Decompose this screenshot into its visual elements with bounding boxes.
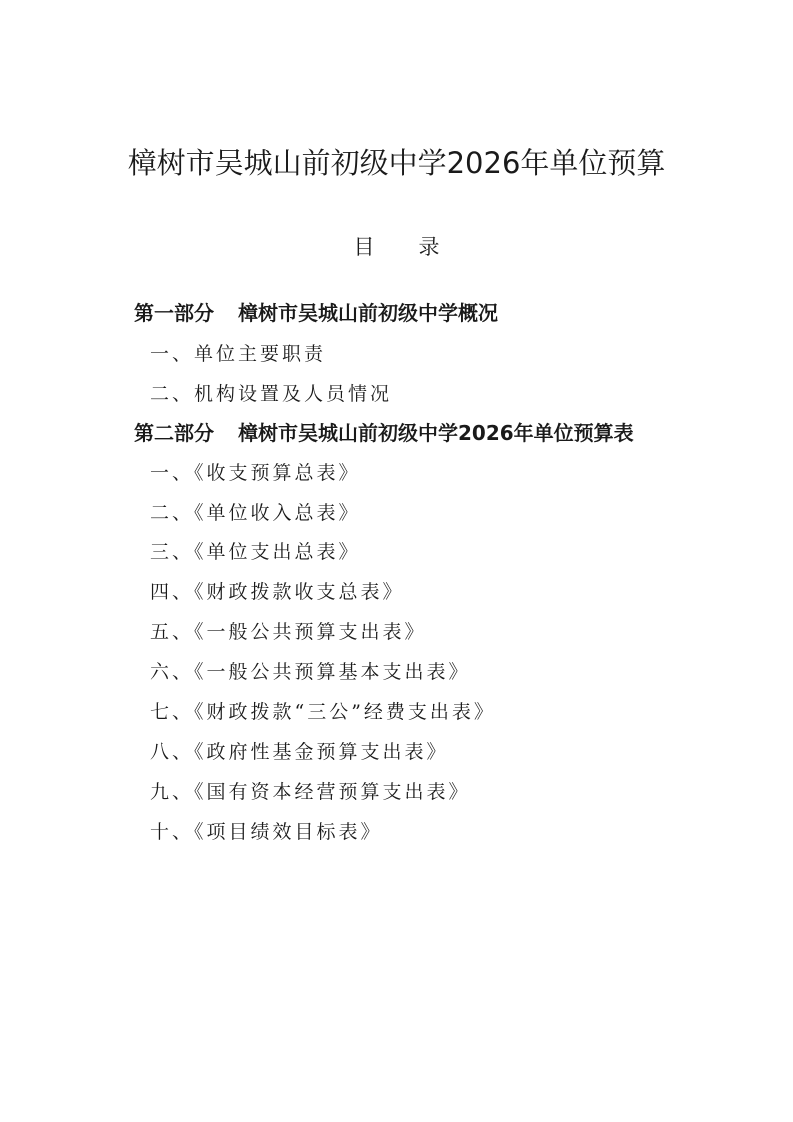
toc-part-1 [134, 298, 498, 328]
toc-heading-left: 目 [353, 235, 375, 259]
part-1-title: 樟树市吴城山前初级中学概况 [238, 301, 498, 325]
toc-item: 二、《单位收入总表》 [150, 502, 361, 524]
toc-item: 五、《一般公共预算支出表》 [150, 621, 427, 643]
toc-item: 三、《单位支出总表》 [150, 541, 361, 563]
toc-item: 一、单位主要职责 [150, 343, 327, 365]
toc-item: 一、《收支预算总表》 [150, 462, 361, 484]
toc-part-2 [134, 418, 634, 448]
part-1-label: 第一部分 [134, 301, 214, 325]
toc-heading [0, 232, 793, 262]
toc-item: 四、《财政拨款收支总表》 [150, 581, 405, 603]
toc-item: 九、《国有资本经营预算支出表》 [150, 781, 471, 803]
toc-item: 十、《项目绩效目标表》 [150, 821, 383, 843]
toc-item: 六、《一般公共预算基本支出表》 [150, 661, 471, 683]
toc-item: 二、机构设置及人员情况 [150, 383, 393, 405]
toc-item: 八、《政府性基金预算支出表》 [150, 741, 449, 763]
toc-item: 七、《财政拨款“三公”经费支出表》 [150, 701, 496, 723]
toc-heading-right: 录 [418, 235, 440, 259]
document-title: 樟树市吴城山前初级中学2026年单位预算 [127, 146, 666, 180]
part-2-label: 第二部分 [134, 421, 214, 445]
part-2-title: 樟树市吴城山前初级中学2026年单位预算表 [238, 421, 634, 445]
